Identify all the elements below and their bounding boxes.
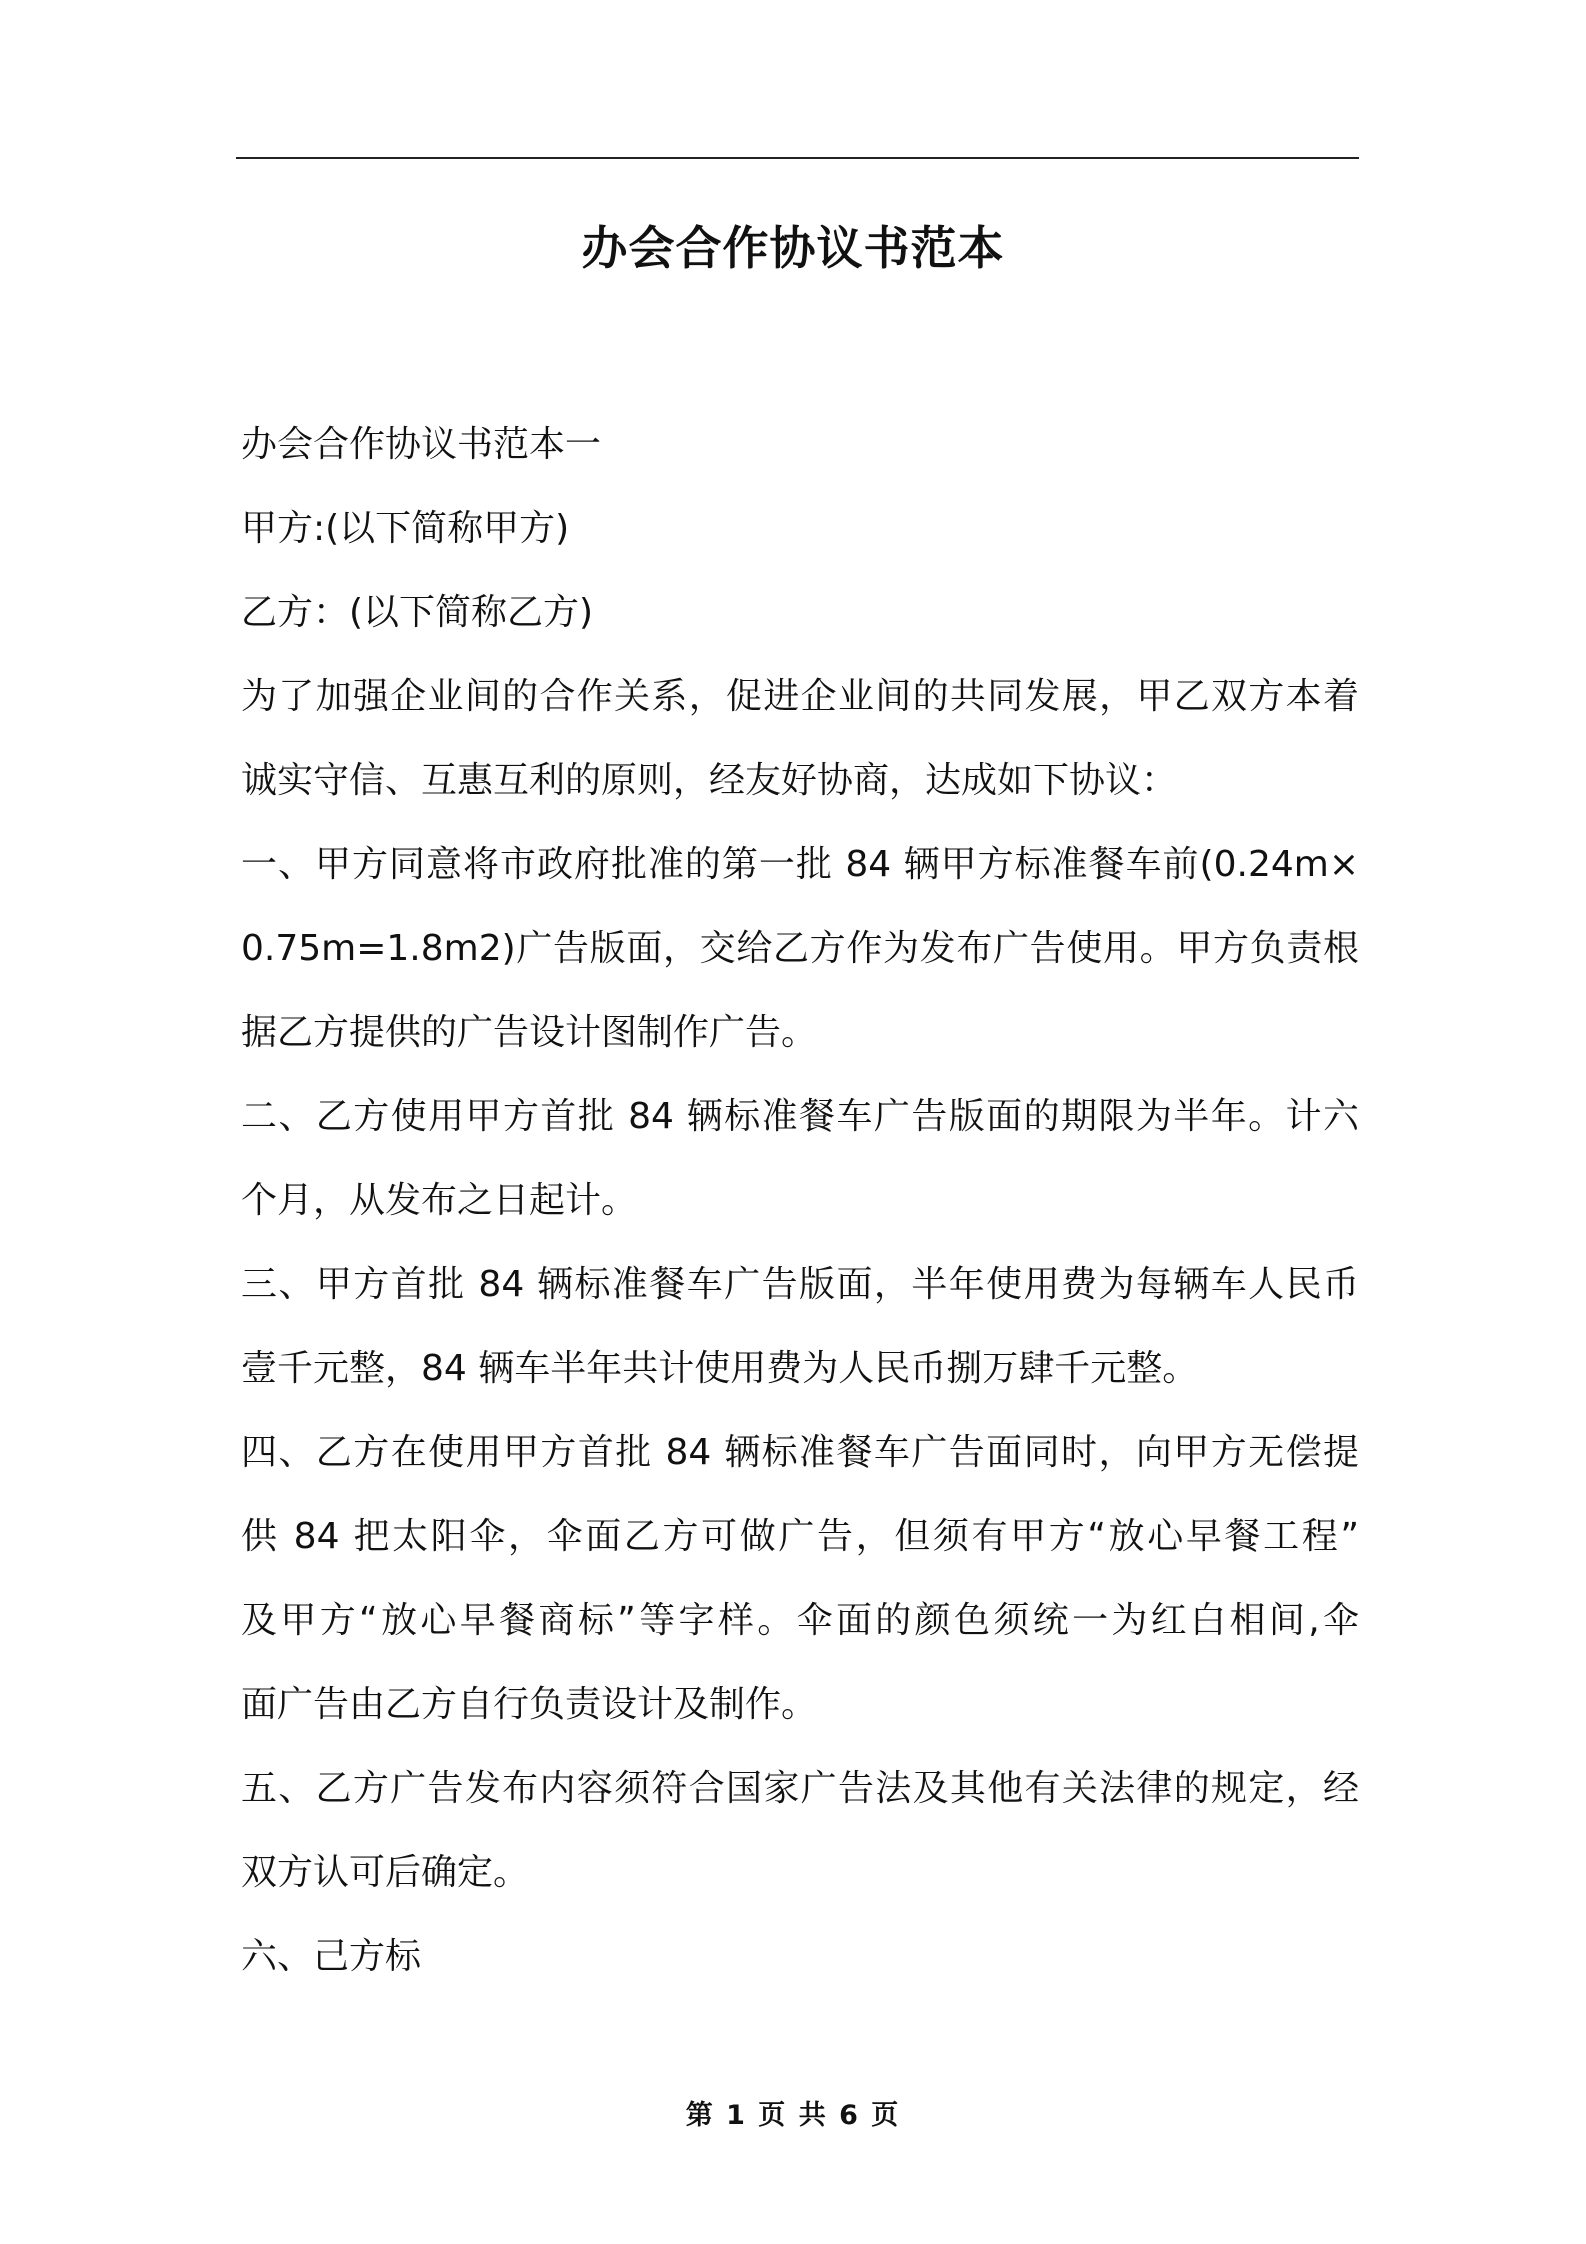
party-b-line: 乙方：(以下简称乙方) [241, 592, 594, 633]
clause-line: 四、乙方在使用甲方首批 84 辆标准餐车广告面同时，向甲方无偿提 [241, 1432, 1359, 1473]
clause-line: 五、乙方广告发布内容须符合国家广告法及其他有关法律的规定，经 [241, 1768, 1359, 1809]
paragraph-line: 诚实守信、互惠互利的原则，经友好协商，达成如下协议： [241, 760, 1178, 801]
clause-line: 二、乙方使用甲方首批 84 辆标准餐车广告版面的期限为半年。计六 [241, 1096, 1359, 1137]
clause-line: 面广告由乙方自行负责设计及制作。 [241, 1684, 818, 1725]
clause-line: 三、甲方首批 84 辆标准餐车广告版面，半年使用费为每辆车人民币 [241, 1264, 1359, 1305]
document-title: 办会合作协议书范本 [581, 221, 1005, 275]
clause-line: 供 84 把太阳伞，伞面乙方可做广告，但须有甲方“放心早餐工程” [241, 1516, 1359, 1557]
party-a-line: 甲方:(以下简称甲方) [241, 508, 570, 549]
clause-line: 据乙方提供的广告设计图制作广告。 [241, 1012, 818, 1053]
header-divider [236, 157, 1359, 159]
clause-line: 一、甲方同意将市政府批准的第一批 84 辆甲方标准餐车前(0.24m× [241, 844, 1359, 885]
clause-line: 六、己方标 [241, 1936, 422, 1977]
clause-line: 壹千元整，84 辆车半年共计使用费为人民币捌万肆千元整。 [241, 1348, 1199, 1389]
clause-line: 个月，从发布之日起计。 [241, 1180, 638, 1221]
document-body [241, 403, 1359, 1999]
paragraph-line: 为了加强企业间的合作关系，促进企业间的共同发展，甲乙双方本着 [241, 676, 1359, 717]
page-number-footer: 第 1 页 共 6 页 [685, 2100, 901, 2131]
clause-line: 及甲方“放心早餐商标”等字样。伞面的颜色须统一为红白相间,伞 [241, 1600, 1359, 1641]
section-heading: 办会合作协议书范本一 [241, 424, 602, 465]
clause-line: 双方认可后确定。 [241, 1852, 530, 1893]
clause-line: 0.75m=1.8m2)广告版面，交给乙方作为发布广告使用。甲方负责根 [241, 928, 1359, 969]
